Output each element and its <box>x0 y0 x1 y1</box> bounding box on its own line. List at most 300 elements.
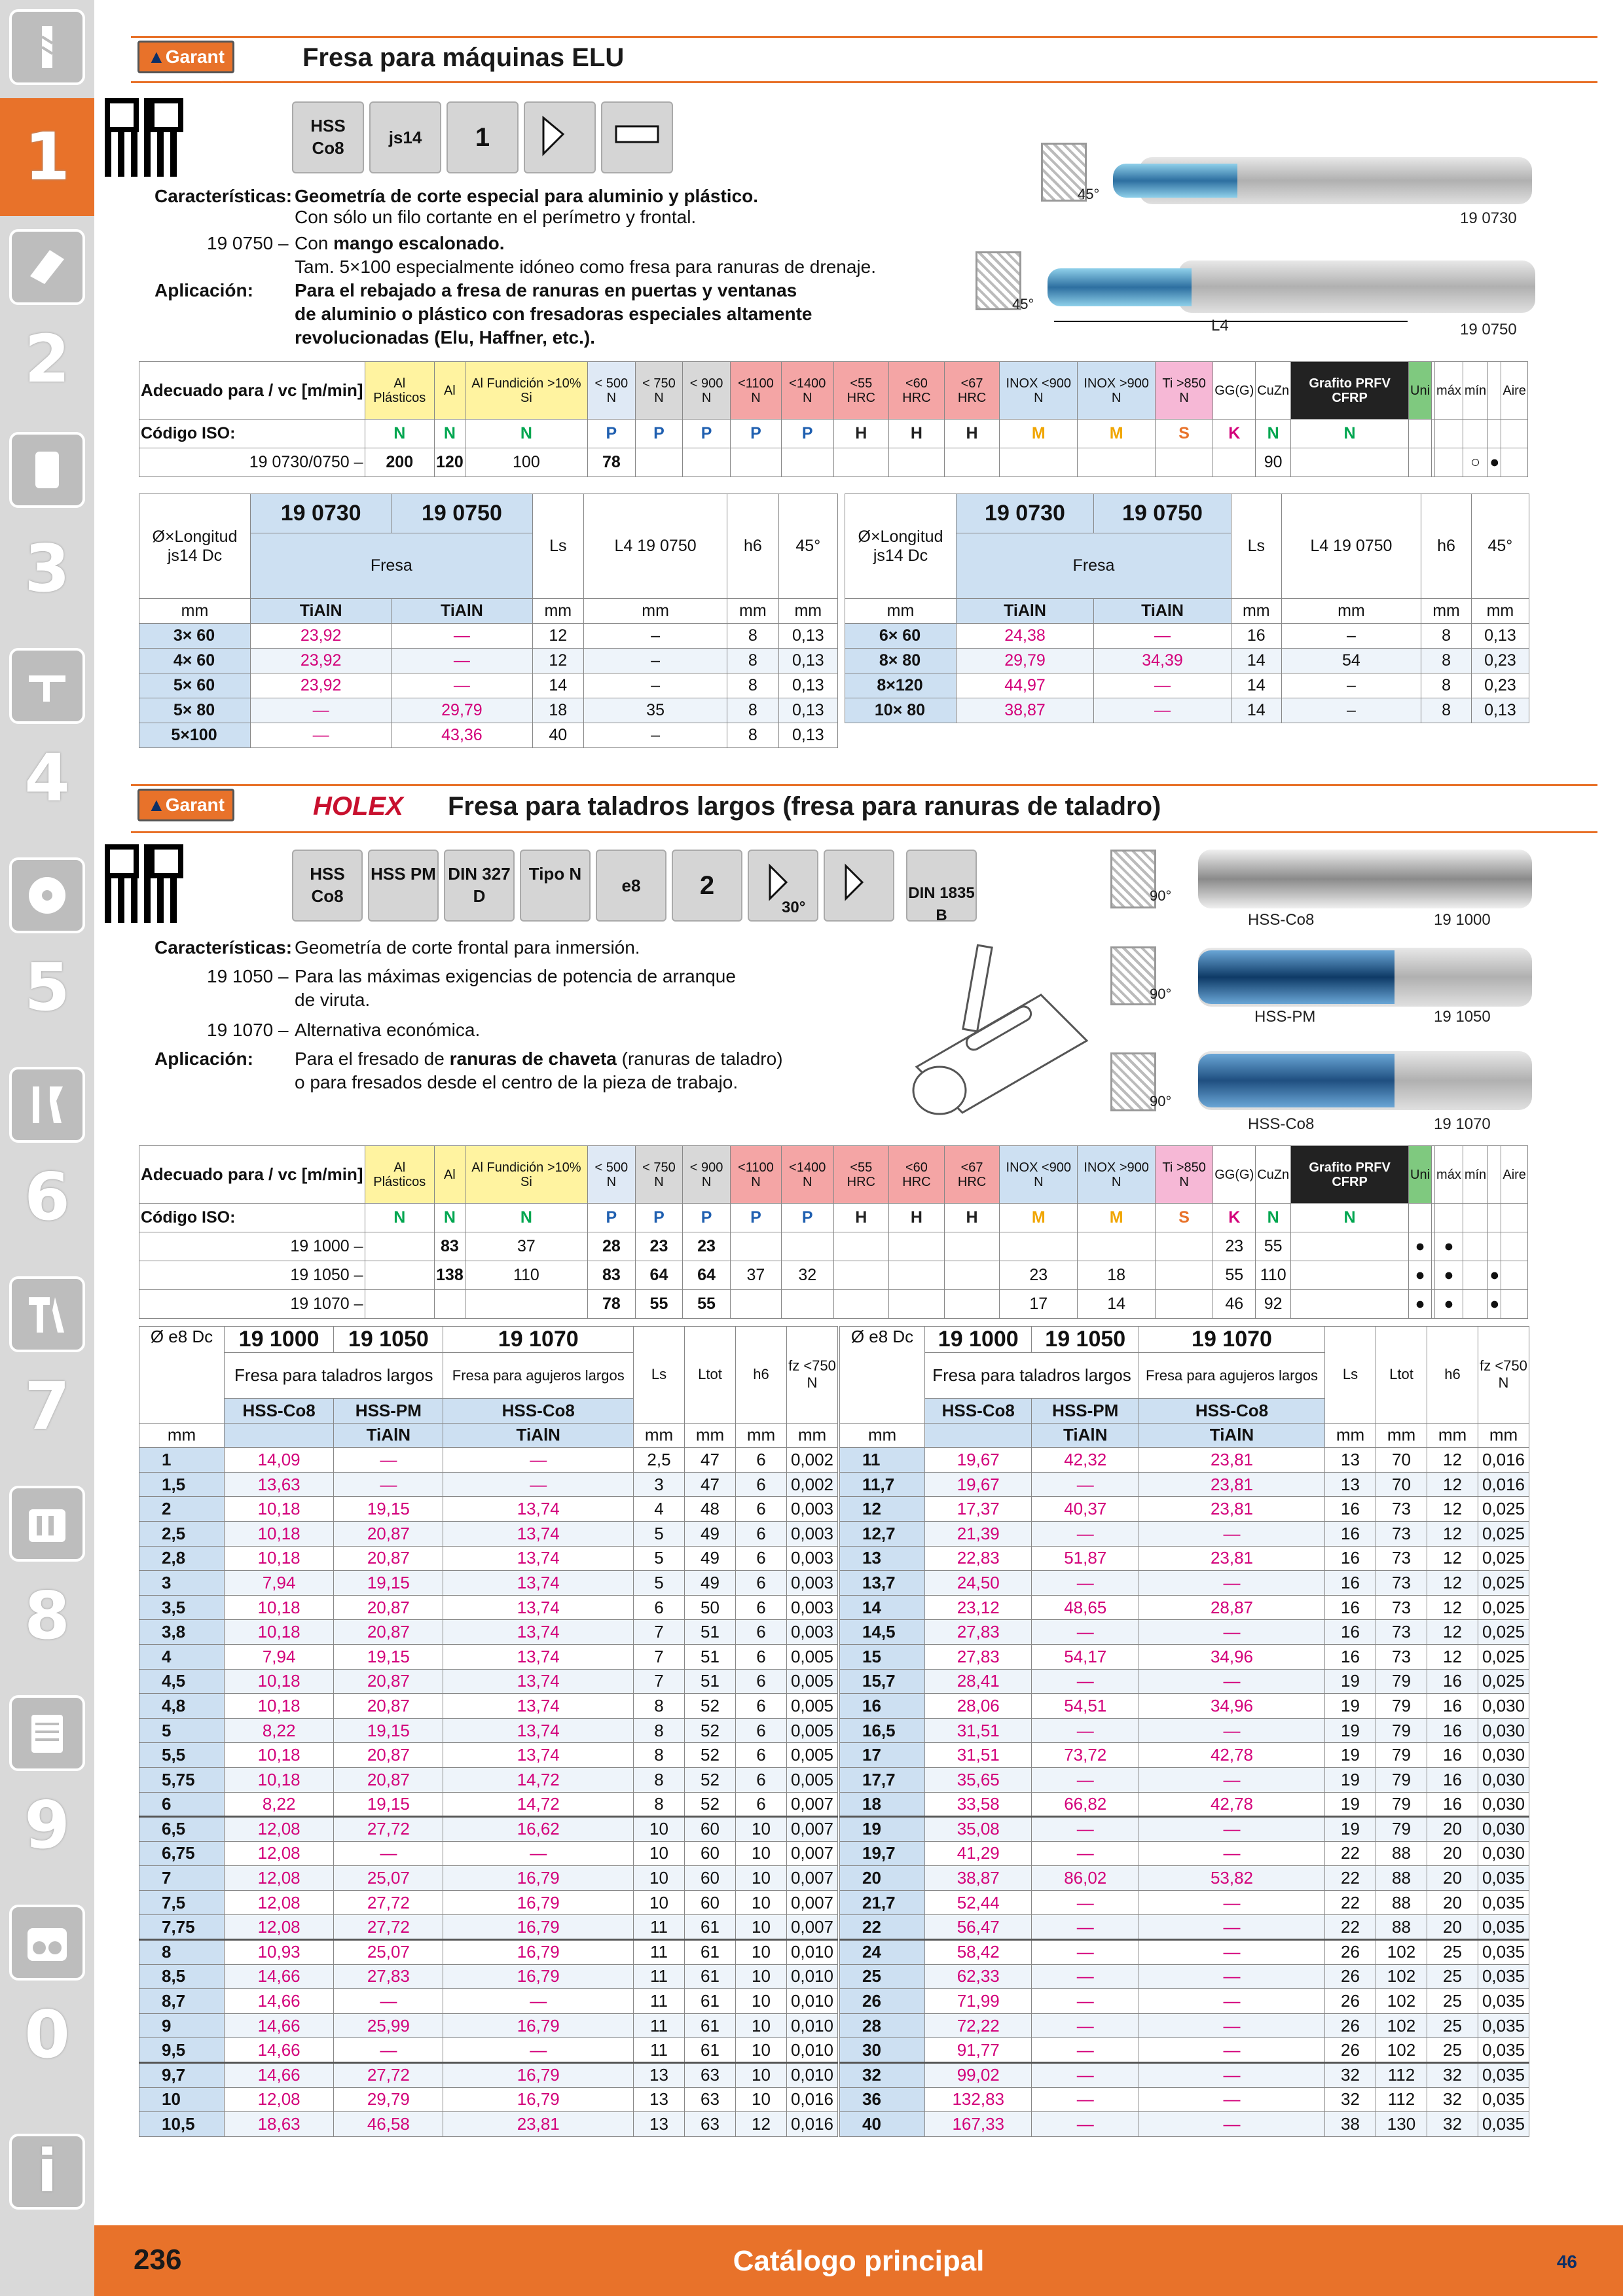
desc-header: Fresa para agujeros largos <box>1139 1353 1324 1399</box>
value-cell: 28,87 <box>1139 1595 1324 1620</box>
vc-value: ● <box>1488 1261 1501 1290</box>
qr-code[interactable] <box>105 98 183 177</box>
features-line2: Con sólo un filo cortante en el perímetro y frontal. <box>295 207 697 227</box>
value-cell: — <box>1032 1620 1139 1645</box>
value-cell: 20,87 <box>334 1743 443 1768</box>
code-19-0730-header: 19 0730 <box>957 494 1094 533</box>
value-cell: 12 <box>1427 1472 1478 1497</box>
value-cell: — <box>1139 1571 1324 1596</box>
value-cell: 10 <box>736 1890 787 1915</box>
value-cell: 0,003 <box>787 1497 838 1522</box>
value-cell: 18,63 <box>225 2112 334 2137</box>
vc-value <box>1291 1232 1409 1261</box>
unit-cell: mm <box>139 1423 225 1448</box>
iso-code <box>1409 420 1432 448</box>
value-cell: 10 <box>634 1817 685 1842</box>
vc-value <box>944 1290 1000 1319</box>
article-code: 19 1050 – <box>139 1261 365 1290</box>
tap-icon <box>24 446 71 493</box>
dim2-header-row <box>840 1327 1529 1353</box>
diameter-cell: 12 <box>840 1497 925 1522</box>
value-cell: 8 <box>1421 698 1472 723</box>
iso-code: P <box>683 420 731 448</box>
value-cell: 6 <box>736 1448 787 1473</box>
vc-value: 14 <box>1078 1290 1156 1319</box>
value-cell: — <box>1032 1964 1139 1989</box>
value-cell: 16,79 <box>443 1866 634 1891</box>
tool-mat-19-1070: HSS-Co8 <box>1248 1115 1315 1133</box>
material-header: HSS-Co8 <box>443 1399 634 1424</box>
diameter-cell: 6,75 <box>139 1841 225 1866</box>
value-cell: 0,030 <box>1478 1817 1529 1842</box>
value-cell: 27,83 <box>925 1620 1032 1645</box>
value-cell: 0,030 <box>1478 1792 1529 1817</box>
iso-code: K <box>1213 420 1256 448</box>
fz-header: fz <750 N <box>1478 1327 1529 1424</box>
value-cell: — <box>443 2038 634 2063</box>
value-cell: 70 <box>1376 1448 1427 1473</box>
iso-code <box>1501 420 1528 448</box>
value-cell: 49 <box>685 1546 736 1571</box>
h6-header: h6 <box>1421 494 1472 599</box>
tab-hand-tools[interactable] <box>9 1067 85 1143</box>
value-cell: 0,23 <box>1471 649 1529 673</box>
value-cell: 16,62 <box>443 1817 634 1842</box>
unit-cell: mm <box>778 599 837 624</box>
article-code: 19 1070 – <box>139 1290 365 1319</box>
value-cell: 21,39 <box>925 1521 1032 1546</box>
section2-title: Fresa para taladros largos (fresa para ranuras de taladro) <box>448 792 1161 821</box>
value-cell: 13,74 <box>443 1669 634 1694</box>
value-cell: 13,74 <box>443 1743 634 1768</box>
value-cell: 12,08 <box>225 1817 334 1842</box>
diameter-length: 5× 60 <box>139 673 251 698</box>
tab-milling[interactable] <box>9 229 85 305</box>
keyway-milling-illustration <box>903 936 1100 1119</box>
value-cell: 23,81 <box>1139 1448 1324 1473</box>
vc-value <box>889 448 945 477</box>
dim2-data-row <box>139 1841 838 1866</box>
value-cell: 51 <box>685 1669 736 1694</box>
suitability-label: Adecuado para / vc [m/min] <box>139 362 365 420</box>
ls-header: Ls <box>634 1327 685 1424</box>
value-cell: — <box>1032 1940 1139 1965</box>
value-cell: 33,58 <box>925 1792 1032 1817</box>
value-cell: 35 <box>584 698 727 723</box>
value-cell: 0,007 <box>787 1792 838 1817</box>
value-cell: 18 <box>532 698 584 723</box>
value-cell: 16 <box>1325 1497 1376 1522</box>
value-cell: 20,87 <box>334 1521 443 1546</box>
value-cell: 60 <box>685 1841 736 1866</box>
value-cell: 54,17 <box>1032 1644 1139 1669</box>
material-col-header: Al Plásticos <box>365 362 434 420</box>
code-19-0730-header: 19 0730 <box>251 494 392 533</box>
material-col-header: Ti >850 N <box>1156 362 1213 420</box>
value-cell: 13,74 <box>443 1694 634 1719</box>
value-cell: 16,79 <box>443 2013 634 2038</box>
features-label-2: Características: <box>155 937 293 958</box>
value-cell: 61 <box>685 2038 736 2063</box>
iso-code: S <box>1156 420 1213 448</box>
value-cell: 6 <box>736 1718 787 1743</box>
code-19-1050-line2: de viruta. <box>295 990 371 1010</box>
material-col-header: máx <box>1435 1146 1463 1204</box>
flute-count-icon-2: 2 <box>672 850 742 922</box>
material-value-row <box>139 448 1528 477</box>
value-cell: 27,72 <box>334 1890 443 1915</box>
value-cell: 13,74 <box>443 1571 634 1596</box>
value-cell: 12,08 <box>225 1866 334 1891</box>
dim2-data-row <box>840 2013 1529 2038</box>
vc-value: 55 <box>1256 1232 1291 1261</box>
dim2-data-row <box>840 1571 1529 1596</box>
dim2-header-row <box>139 1327 838 1353</box>
value-cell: 6 <box>736 1546 787 1571</box>
iso-code: M <box>1000 420 1078 448</box>
value-cell: — <box>1139 1521 1324 1546</box>
value-cell: 32 <box>1427 2063 1478 2088</box>
value-cell: 35,08 <box>925 1817 1032 1842</box>
value-cell: 6 <box>736 1595 787 1620</box>
value-cell: 58,42 <box>925 1940 1032 1965</box>
application-line2: de aluminio o plástico con fresadoras especiales altamente <box>295 304 812 324</box>
dim2-data-row <box>139 1472 838 1497</box>
value-cell: — <box>443 1989 634 2014</box>
value-cell: — <box>1032 2087 1139 2112</box>
value-cell: 51 <box>685 1644 736 1669</box>
value-cell: 0,13 <box>778 723 837 748</box>
value-cell: 16 <box>1325 1521 1376 1546</box>
value-cell: — <box>1139 2063 1324 2088</box>
value-cell: 73 <box>1376 1644 1427 1669</box>
iso-code: K <box>1213 1204 1256 1232</box>
material-col-header: Ti >850 N <box>1156 1146 1213 1204</box>
value-cell: — <box>1139 1669 1324 1694</box>
value-cell: 23,81 <box>1139 1472 1324 1497</box>
value-cell: 10 <box>736 1817 787 1842</box>
value-cell: 19,67 <box>925 1448 1032 1473</box>
iso-code: P <box>781 1204 833 1232</box>
dim2-data-row <box>139 1866 838 1891</box>
value-cell: — <box>1139 1817 1324 1842</box>
material-suitability-table-2 <box>139 1145 1528 1319</box>
tab-workshop[interactable] <box>9 1695 85 1771</box>
iso-code-row <box>139 420 1528 448</box>
value-cell: 26 <box>1325 2038 1376 2063</box>
value-cell: 88 <box>1376 1841 1427 1866</box>
material-col-header: mín <box>1463 1146 1487 1204</box>
value-cell: 12 <box>736 2112 787 2137</box>
material-header: HSS-PM <box>334 1399 443 1424</box>
l4-dimension-line <box>1054 321 1408 322</box>
value-cell: 19 <box>1325 1817 1376 1842</box>
unit-cell: mm <box>787 1423 838 1448</box>
value-cell: — <box>1139 1890 1324 1915</box>
vc-value <box>1501 1232 1528 1261</box>
value-cell: — <box>334 1841 443 1866</box>
iso-code-row <box>139 1204 1528 1232</box>
material-col-header: Aire <box>1501 1146 1528 1204</box>
value-cell: 20 <box>1427 1817 1478 1842</box>
value-cell: 48,65 <box>1032 1595 1139 1620</box>
unit-cell: mm <box>532 599 584 624</box>
fresa-label: Fresa <box>957 533 1231 599</box>
material-header: HSS-Co8 <box>925 1399 1032 1424</box>
value-cell: — <box>392 624 532 649</box>
diameter-cell: 13 <box>840 1546 925 1571</box>
value-cell: 19,15 <box>334 1792 443 1817</box>
material-value-row <box>139 1261 1528 1290</box>
dim2-data-row <box>139 1792 838 1817</box>
value-cell: 10,18 <box>225 1620 334 1645</box>
chapter-number-3: 3 <box>24 530 70 607</box>
value-cell: 0,016 <box>787 2112 838 2137</box>
dim2-data-row <box>139 1669 838 1694</box>
value-cell: 10,18 <box>225 1767 334 1792</box>
vc-value <box>781 1290 833 1319</box>
value-cell: 6 <box>736 1620 787 1645</box>
value-cell: 0,003 <box>787 1546 838 1571</box>
value-cell: 0,13 <box>778 624 837 649</box>
iso-code: P <box>730 1204 781 1232</box>
value-cell: 60 <box>685 1890 736 1915</box>
dim2-data-row <box>139 1546 838 1571</box>
value-cell: – <box>1281 698 1421 723</box>
tab-threading[interactable] <box>9 432 85 508</box>
iso-code: H <box>833 1204 889 1232</box>
dimension-table-19-0730-left <box>139 493 838 748</box>
value-cell: 14,66 <box>225 2013 334 2038</box>
unit-cell <box>225 1423 334 1448</box>
value-cell: 40 <box>532 723 584 748</box>
material-col-header: < 900 N <box>683 362 731 420</box>
value-cell: 16,79 <box>443 1940 634 1965</box>
unit-cell: mm <box>1376 1423 1427 1448</box>
angle-90-label-3: 90° <box>1150 1093 1172 1109</box>
tab-measuring[interactable] <box>9 648 85 724</box>
vc-value <box>944 1232 1000 1261</box>
dim2-data-row <box>840 1817 1529 1842</box>
value-cell: 10,18 <box>225 1694 334 1719</box>
value-cell: — <box>1032 1890 1139 1915</box>
code-19-1050-header: 19 1050 <box>1032 1327 1139 1353</box>
tool-mat-19-1050: HSS-PM <box>1254 1008 1316 1026</box>
code-19-1070-label: 19 1070 – <box>207 1020 289 1040</box>
value-cell: 10,18 <box>225 1546 334 1571</box>
diameter-cell: 14,5 <box>840 1620 925 1645</box>
value-cell: 10,18 <box>225 1595 334 1620</box>
diameter-length: 10× 80 <box>845 698 957 723</box>
value-cell: 52 <box>685 1767 736 1792</box>
value-cell: 16 <box>1325 1546 1376 1571</box>
material-col-header: < 900 N <box>683 1146 731 1204</box>
value-cell: — <box>1139 2087 1324 2112</box>
dim2-data-row <box>840 1472 1529 1497</box>
iso-code: N <box>365 420 434 448</box>
vc-value: ● <box>1435 1290 1463 1319</box>
value-cell: 42,78 <box>1139 1743 1324 1768</box>
value-cell: — <box>334 2038 443 2063</box>
value-cell: 40,37 <box>1032 1497 1139 1522</box>
material-col-header: Al Plásticos <box>365 1146 434 1204</box>
value-cell: 16 <box>1325 1595 1376 1620</box>
value-cell: 70 <box>1376 1472 1427 1497</box>
vc-value <box>1156 1261 1213 1290</box>
material-col-header: < 750 N <box>635 362 683 420</box>
value-cell: 0,005 <box>787 1718 838 1743</box>
material-col-header: < 750 N <box>635 1146 683 1204</box>
din-1835b-icon: DIN 1835 B <box>906 850 977 922</box>
tool-code-19-1050: 19 1050 <box>1434 1008 1491 1026</box>
catalog-title: Catálogo principal <box>733 2245 985 2277</box>
application-label: Aplicación: <box>155 280 253 300</box>
value-cell: 14 <box>1231 649 1282 673</box>
value-cell: 50 <box>685 1595 736 1620</box>
value-cell: 102 <box>1376 1940 1427 1965</box>
iso-code: H <box>889 420 945 448</box>
section1-top-rule <box>131 36 1597 38</box>
section2-top-rule <box>131 784 1597 786</box>
diameter-cell: 9,7 <box>139 2063 225 2088</box>
value-cell: — <box>1139 1964 1324 1989</box>
value-cell: — <box>443 1841 634 1866</box>
value-cell: 19 <box>1325 1767 1376 1792</box>
material-suitability-table-1 <box>139 361 1528 477</box>
shank-icon <box>601 101 673 173</box>
material-col-header: <67 HRC <box>944 1146 1000 1204</box>
diameter-cell: 3,5 <box>139 1595 225 1620</box>
dim2-data-row <box>840 1940 1529 1965</box>
value-cell: 73,72 <box>1032 1743 1139 1768</box>
value-cell: 0,035 <box>1478 2063 1529 2088</box>
section1-bottom-rule <box>131 81 1597 83</box>
value-cell: 16 <box>1427 1718 1478 1743</box>
vc-value: 64 <box>635 1261 683 1290</box>
vc-value <box>1156 1232 1213 1261</box>
vc-value: 64 <box>683 1261 731 1290</box>
dim2-data-row <box>840 1595 1529 1620</box>
iso-code: M <box>1078 420 1156 448</box>
value-cell: 16,79 <box>443 2087 634 2112</box>
diameter-cell: 4,5 <box>139 1669 225 1694</box>
value-cell: 14 <box>1231 673 1282 698</box>
tolerance-js14-icon: js14 <box>369 101 441 173</box>
iso-code: S <box>1156 1204 1213 1232</box>
l4-header: L4 19 0750 <box>1281 494 1421 599</box>
value-cell: 20,87 <box>334 1620 443 1645</box>
value-cell: 19,15 <box>334 1718 443 1743</box>
chapter-number-0: 0 <box>24 1996 70 2073</box>
diameter-cell: 3 <box>139 1571 225 1596</box>
dim2-data-row <box>139 1595 838 1620</box>
value-cell: 31,51 <box>925 1743 1032 1768</box>
dim2-data-row <box>139 1620 838 1645</box>
vc-value: ● <box>1488 448 1501 477</box>
diameter-cell: 1,5 <box>139 1472 225 1497</box>
material-col-header: <67 HRC <box>944 362 1000 420</box>
suitability-label: Adecuado para / vc [m/min] <box>139 1146 365 1204</box>
vc-value <box>1435 448 1463 477</box>
diameter-cell: 5,5 <box>139 1743 225 1768</box>
value-cell: 60 <box>685 1866 736 1891</box>
value-cell: 16 <box>1325 1620 1376 1645</box>
vc-value: ● <box>1488 1290 1501 1319</box>
material-col-header: <1100 N <box>730 1146 781 1204</box>
value-cell: 22 <box>1325 1915 1376 1940</box>
material-col-header: Aire <box>1501 362 1528 420</box>
material-hss-pm-icon: HSS PM <box>368 850 439 922</box>
value-cell: 13,74 <box>443 1595 634 1620</box>
value-cell: 0,005 <box>787 1767 838 1792</box>
value-cell: 10 <box>736 2013 787 2038</box>
material-col-header: GG(G) <box>1213 1146 1256 1204</box>
value-cell: 6 <box>736 1694 787 1719</box>
value-cell: 61 <box>685 1940 736 1965</box>
value-cell: 14,66 <box>225 1989 334 2014</box>
value-cell: — <box>443 1472 634 1497</box>
value-cell: 16 <box>1231 624 1282 649</box>
value-cell: 0,010 <box>787 1964 838 1989</box>
value-cell: 25,99 <box>334 2013 443 2038</box>
value-cell: 51,87 <box>1032 1546 1139 1571</box>
tab-safety[interactable] <box>9 1905 85 1981</box>
value-cell: 10 <box>736 2038 787 2063</box>
diameter-cell: 18 <box>840 1792 925 1817</box>
value-cell: 12 <box>532 649 584 673</box>
value-cell: 14,09 <box>225 1448 334 1473</box>
vc-value: 46 <box>1213 1290 1256 1319</box>
value-cell: 25 <box>1427 1989 1478 2014</box>
material-col-header: < 500 N <box>588 362 636 420</box>
qr-code-2[interactable] <box>105 844 183 923</box>
value-cell: 20,87 <box>334 1669 443 1694</box>
value-cell: 38,87 <box>957 698 1094 723</box>
value-cell: — <box>443 1448 634 1473</box>
dim2-data-row <box>139 1694 838 1719</box>
dim-header: Ø×Longitud js14 Dc <box>139 494 251 599</box>
value-cell: 32 <box>1427 2112 1478 2137</box>
value-cell: 7,94 <box>225 1571 334 1596</box>
tab-sawing[interactable] <box>9 857 85 933</box>
material-col-header: INOX <900 N <box>1000 362 1078 420</box>
diameter-cell: 7 <box>139 1866 225 1891</box>
value-cell: 8 <box>727 649 779 673</box>
diameter-cell: 9,5 <box>139 2038 225 2063</box>
value-cell: 5 <box>634 1571 685 1596</box>
value-cell: 52 <box>685 1718 736 1743</box>
value-cell: — <box>392 673 532 698</box>
value-cell: 0,016 <box>787 2087 838 2112</box>
tool-code-19-1000: 19 1000 <box>1434 911 1491 929</box>
tab-tool-cases[interactable] <box>9 1486 85 1562</box>
features-line1-2: Geometría de corte frontal para inmersión. <box>295 937 640 958</box>
material-col-header <box>1488 1146 1501 1204</box>
tab-drilling[interactable] <box>9 9 85 85</box>
dim2-data-row <box>840 1792 1529 1817</box>
diameter-cell: 11,7 <box>840 1472 925 1497</box>
vc-value: 23 <box>683 1232 731 1261</box>
material-col-header: GG(G) <box>1213 362 1256 420</box>
diameter-cell: 7,75 <box>139 1915 225 1940</box>
value-cell: 49 <box>685 1571 736 1596</box>
value-cell: 34,96 <box>1139 1644 1324 1669</box>
material-col-header: <1400 N <box>781 1146 833 1204</box>
vc-value <box>889 1261 945 1290</box>
tab-pliers[interactable] <box>9 1276 85 1352</box>
vc-value <box>1000 1232 1078 1261</box>
ls-header: Ls <box>1231 494 1282 599</box>
